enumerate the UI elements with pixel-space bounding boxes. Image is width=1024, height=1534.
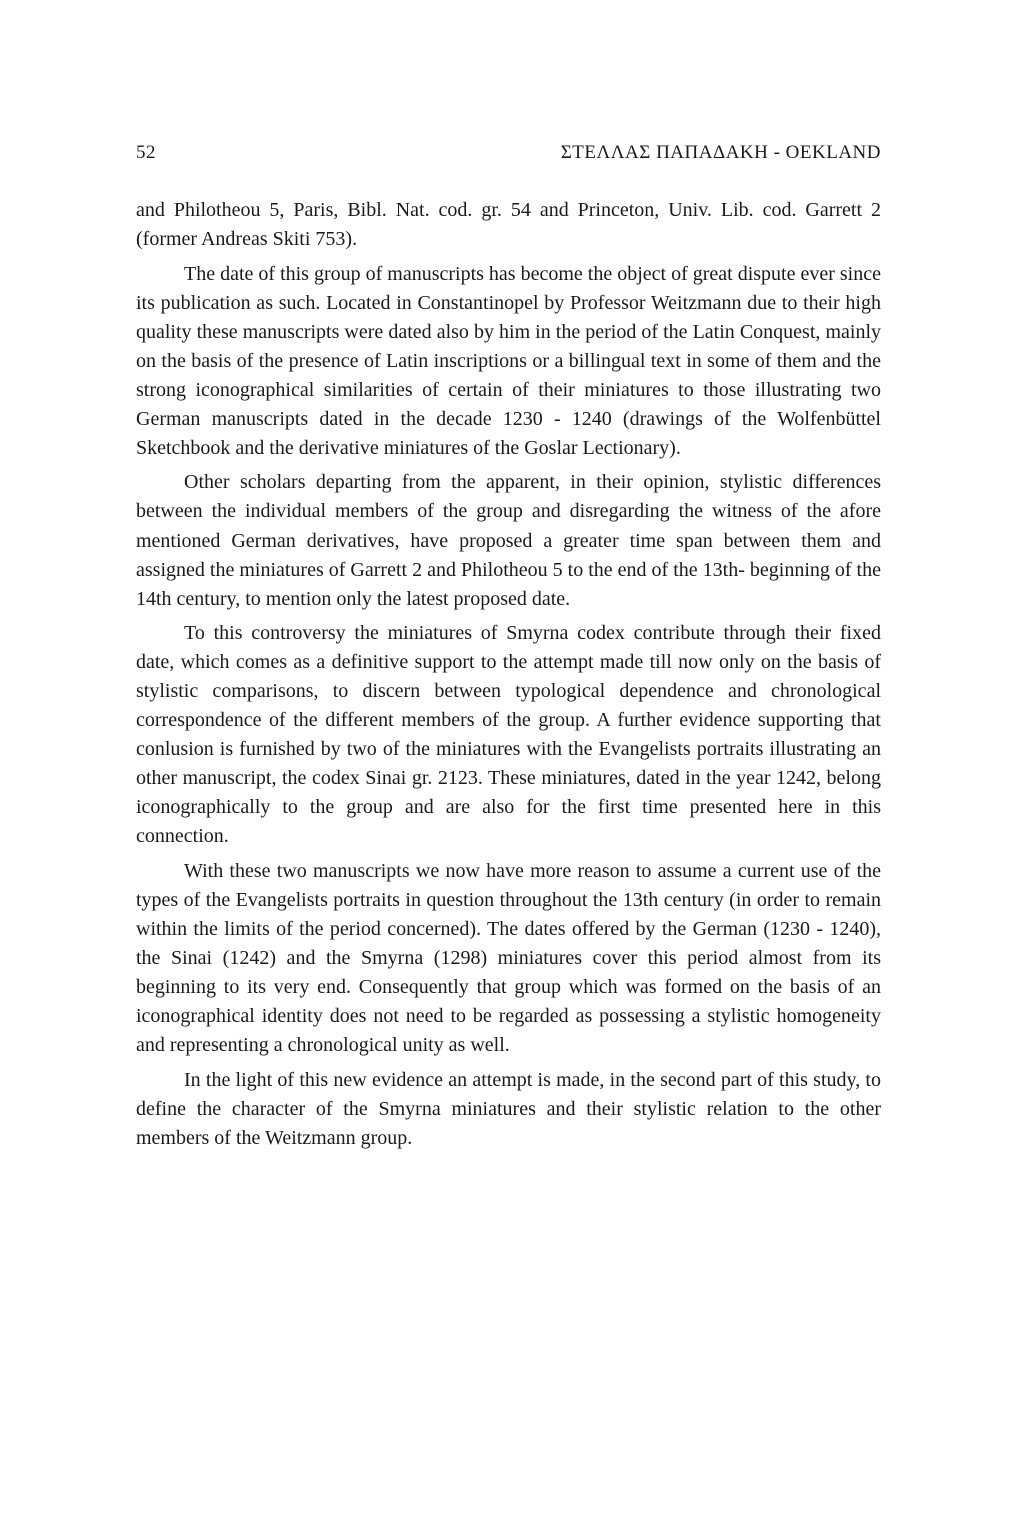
paragraph-5: With these two manuscripts we now have more reason to assume a current use of the types of the Evangelists portraits in question throughout the 13th century (in order to remain within the limits of the period concerned). The dates offered by the German (1230 - 1240), the Sinai (1242) and the Smyrna (1298) miniatures cover this period almost from its beginning to its very end. Consequently that group which was formed on the basis of an iconographical identity does not need to be regarded as possessing a stylistic homogeneity and representing a chronological unity as well. xyxy=(136,860,881,1057)
body-text xyxy=(136,196,881,1159)
running-head xyxy=(136,142,881,164)
running-title: ΣΤΕΛΛΑΣ ΠΑΠΑΔΑΚΗ - OEKLAND xyxy=(560,142,881,163)
paragraph-4: To this controversy the miniatures of Smyrna codex contribute through their fixed date, which comes as a definitive support to the attempt made till now only on the basis of stylistic comparisons, to discern between typological dependence and chronological correspondence of the different members of the group. A further evidence supporting that conlusion is furnished by two of the miniatures with the Evangelists portraits illustrating an other manuscript, the codex Sinai gr. 2123. These miniatures, dated in the year 1242, belong iconographically to the group and are also for the first time presented here in this connection. xyxy=(136,622,881,848)
paragraph-2: The date of this group of manuscripts has become the object of great dispute ever since its publication as such. Located in Constantinopel by Professor Weitzmann due to their high quality these manuscripts were dated also by him in the period of the Latin Conquest, mainly on the basis of the presence of Latin inscriptions or a billingual text in some of them and the strong iconographical similarities of certain of their miniatures to those illustrating two German manuscripts dated in the decade 1230 - 1240 (drawings of the Wolfenbüttel Sketchbook and the derivative miniatures of the Goslar Lectionary). xyxy=(136,262,881,459)
paragraph-1: and Philotheou 5, Paris, Bibl. Nat. cod. gr. 54 and Princeton, Univ. Lib. cod. Garrett 2 (former Andreas Skiti 753). xyxy=(136,199,881,251)
document-page xyxy=(136,0,881,1534)
page-number: 52 xyxy=(136,142,156,163)
paragraph-6: In the light of this new evidence an attempt is made, in the second part of this study, to define the character of the Smyrna miniatures and their stylistic relation to the other members of the Weitzmann group. xyxy=(136,1068,881,1149)
paragraph-3: Other scholars departing from the apparent, in their opinion, stylistic differences between the individual members of the group and disregarding the witness of the afore mentioned German derivatives, have proposed a greater time span between them and assigned the miniatures of Garrett 2 and Philotheou 5 to the end of the 13th- beginning of the 14th century, to mention only the latest proposed date. xyxy=(136,471,881,610)
